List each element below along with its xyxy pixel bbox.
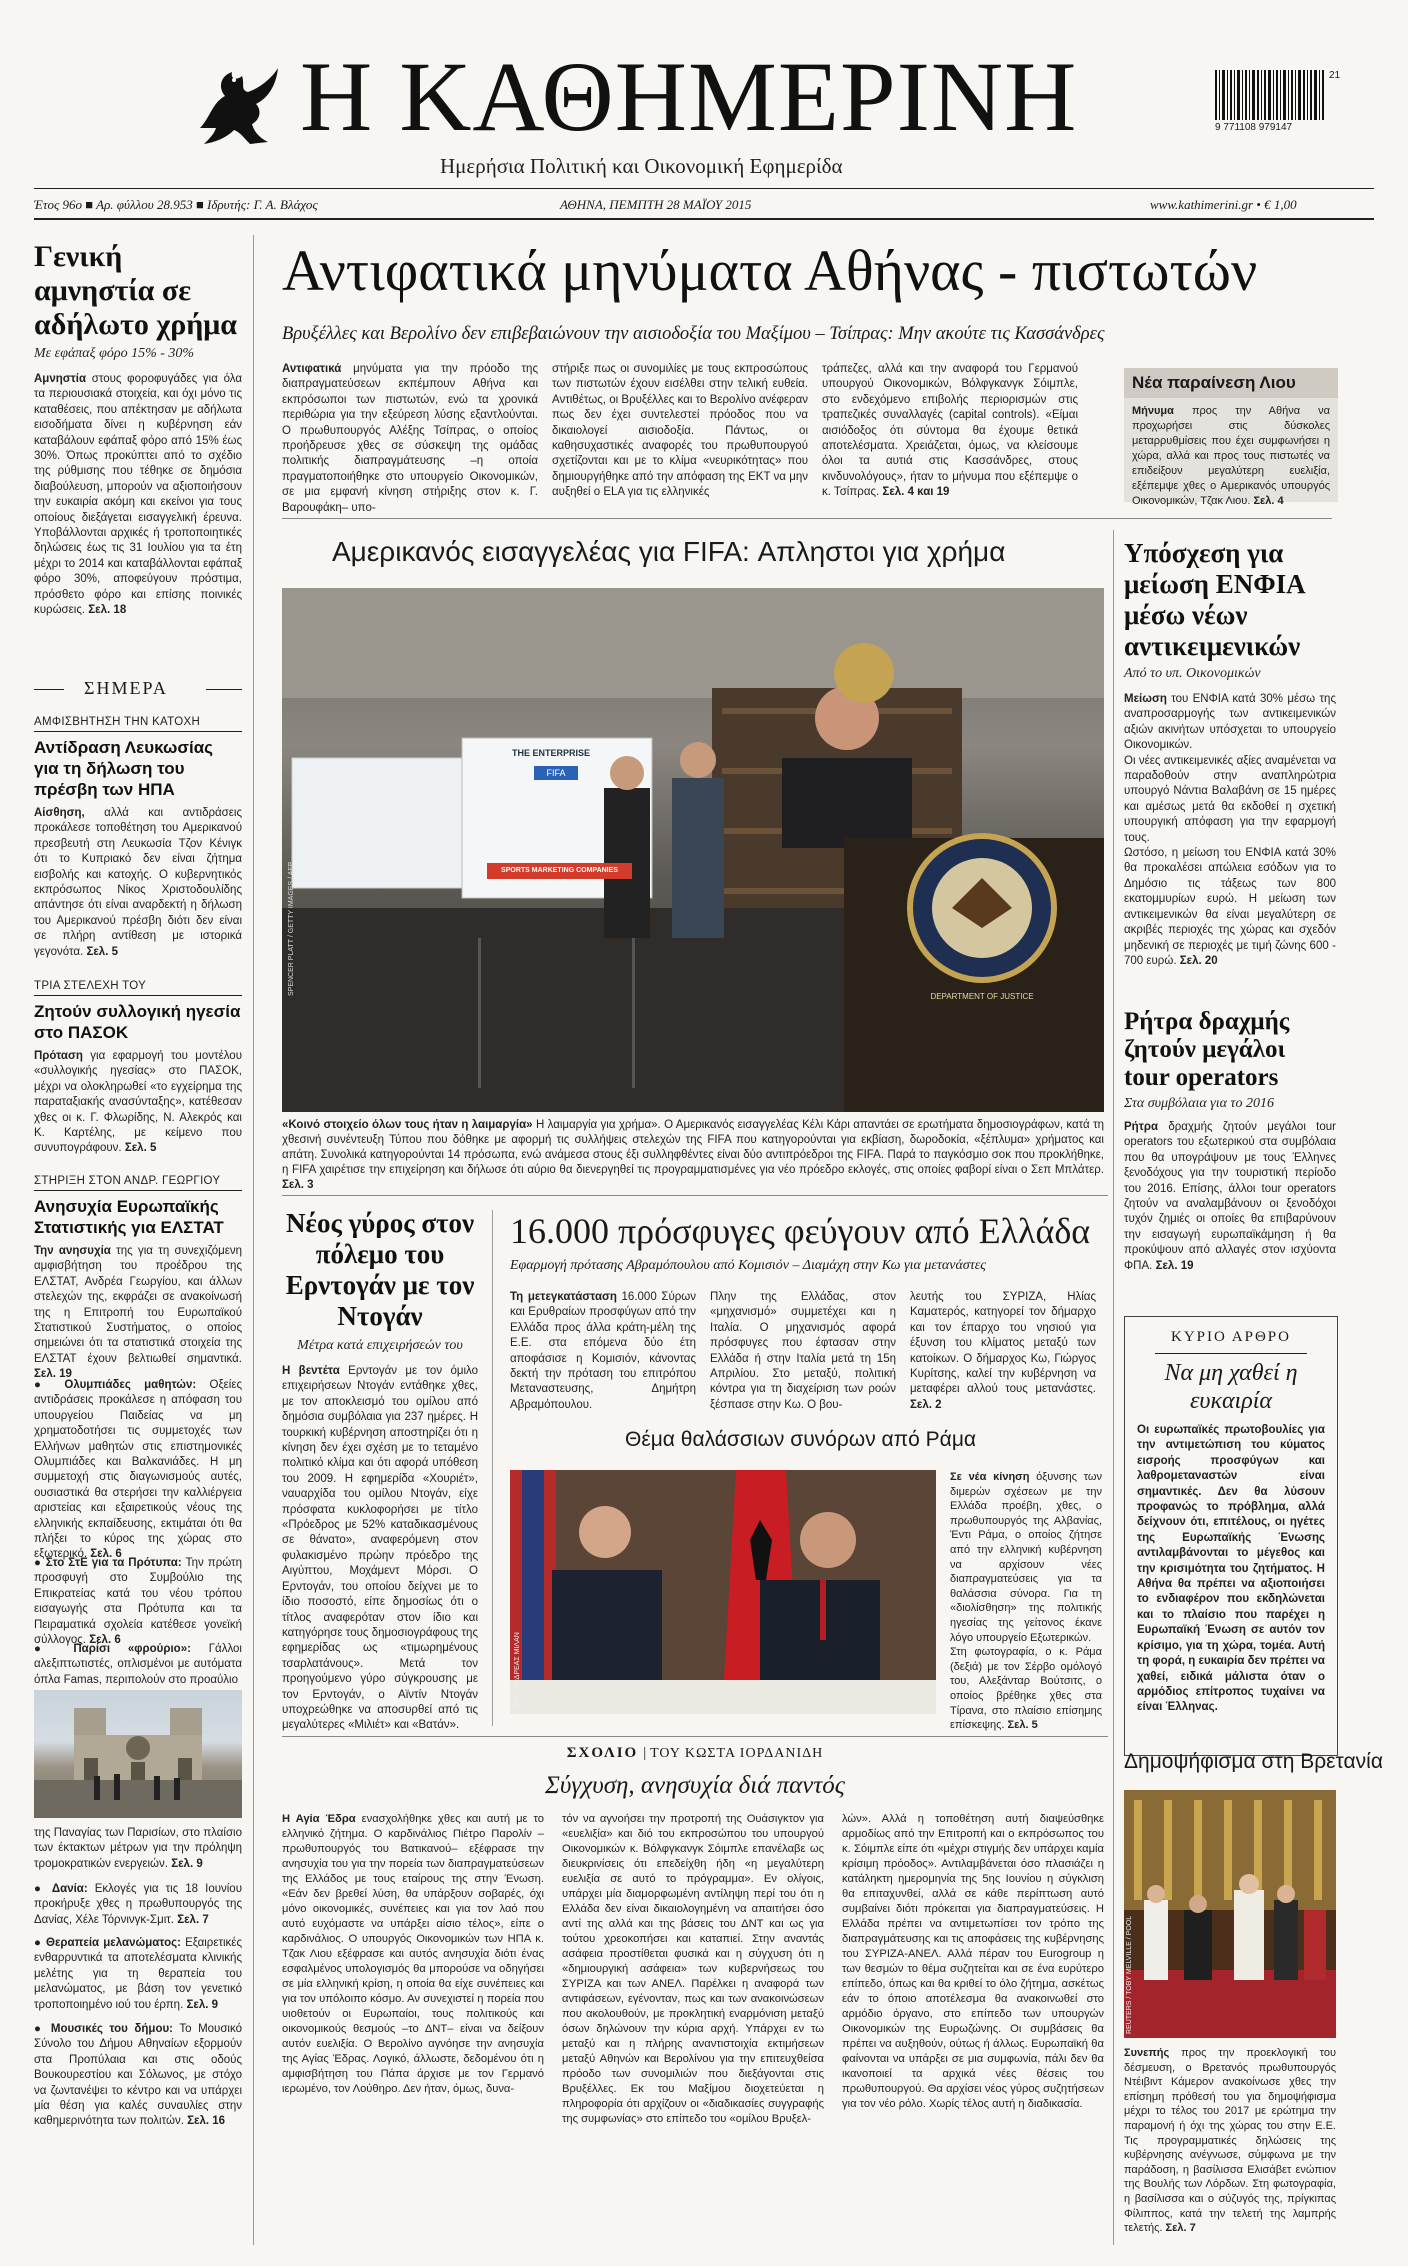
masthead-title: Η ΚΑΘΗΜΕΡΙΝΗ — [300, 41, 1078, 152]
issue-date: ΑΘΗΝΑ, ΠΕΜΠΤΗ 28 ΜΑΪΟΥ 2015 — [560, 197, 752, 212]
brief-denmark: ● Δανία: Εκλογές για τις 18 Ιουνίου προκήρυξε χθες η πρωθυπουργός της Δανίας, Χέλε Τόρνινγκ-Σμιτ. Σελ. 7 — [34, 1883, 242, 1926]
pasok-kicker: ΤΡΙΑ ΣΤΕΛΕΧΗ ΤΟΥ — [34, 980, 147, 992]
cyprus-kicker: ΑΜΦΙΣΒΗΤΗΣΗ ΤΗΝ ΚΑΤΟΧΗ — [34, 716, 201, 728]
rama-photo — [510, 1470, 936, 1714]
brief-music: ● Μουσικές του δήμου: Το Μουσικό Σύνολο του Δήμου Αθηναίων εξορμούν στα Προπύλαια και στις οδούς Βουκουρεστίου και Σόλωνος, με στόχο να ζωντανέψει το κέντρο και να υπάρχει μία θέση για καλές συναυλίες στην καθημερινότητα των πολιτών. Σελ. 16 — [34, 2023, 242, 2128]
issue-info: Έτος 96ο ■ Αρ. φύλλου 28.953 ■ Ιδρυτής: Γ. Α. Βλάχος — [34, 197, 318, 212]
barcode-icon — [1215, 70, 1327, 120]
drachma-sub: Στα συμβόλαια για το 2016 — [1124, 1096, 1274, 1111]
pasok-title: Ζητούν συλλογική ηγεσία στο ΠΑΣΟΚ — [34, 1002, 241, 1042]
notre-dame-photo — [34, 1690, 242, 1818]
pasok-body: Πρόταση για εφαρμογή του μοντέλου «συλλογικής ηγεσίας» στο ΠΑΣΟΚ, μέχρι να ολοκληρωθεί «το εγχείρημα της παραταξιακής ανασύνταξης», κατέθεσαν χθες οι κ. Γ. Φλωρίδης, Ν. Αλεκρός και Κ. Καρτέλης, με κείμενο που συνυπογράφουν. Σελ. 5 — [34, 1050, 242, 1155]
barcode — [1215, 70, 1343, 136]
seal-text: DEPARTMENT OF JUSTICE — [930, 992, 1034, 1001]
comment-kicker: ΣΧΟΛΙΟ — [566, 1745, 639, 1761]
lead-headline: Αντιφατικά μηνύματα Αθήνας - πιστωτών — [282, 238, 1258, 303]
erdogan-title: Νέος γύρος στον πόλεμο του Ερντογάν με τον Ντογάν — [285, 1208, 475, 1331]
fifa-board-marketing: SPORTS MARKETING COMPANIES — [487, 863, 632, 879]
amnesty-body: Αμνηστία στους φοροφυγάδες για όλα τα περιουσιακά στοιχεία, και όχι μόνο τις καταθέσεις, που απέκτησαν με αδήλωτα εισοδήματα δίνει η κυβέρνηση εάν καταβάλουν εφάπαξ φόρο από 15% έως 30%. Όπως προκύπτει από το σχέδιο της ρύθμισης που τέθηκε σε δημόσια διαβούλευση, μπορούν να αξιοποιήσουν την ευκαιρία ακόμη και εκείνοι για τους οποίους διεξάγεται εισαγγελική έρευνα. Υποβάλλονται αρχικές ή τροποποιητικές δηλώσεις έως τις 31 Ιουλίου για τα έτη μέχρι το 2014 και καταβάλλονται εφάπαξ φόρο 30%, αποφεύγουν πρόστιμα, πρόσθετο φόρο και επίσης ποινικές κυρώσεις. Σελ. 18 — [34, 373, 242, 617]
cyprus-title: Αντίδραση Λευκωσίας για τη δήλωση του πρέσβη των ΗΠΑ — [34, 738, 214, 799]
left-column — [34, 240, 243, 2128]
elstat-body: Την ανησυχία της για τη συνεχιζόμενη αμφισβήτηση του προέδρου της ΕΛΣΤΑΤ, Ανδρέα Γεωργίου, και άλλων στελεχών της, εκφράζει σε ανακοίνωσή της η Επιτροπή του Ευρωπαϊκού Στατιστικού Συστήματος, ο οποίος σημειώνει ότι τα στατιστικά στοιχεία της ΕΛΣΤΑΤ έχουν βελτιωθεί σημαντικά. Σελ. 19 — [34, 1245, 242, 1381]
comment-author: ΤΟΥ ΚΩΣΤΑ ΙΟΡΔΑΝΙΔΗ — [650, 1746, 824, 1761]
cyprus-body: Αίσθηση, αλλά και αντιδράσεις προκάλεσε τοποθέτηση του Αμερικανού πρεσβευτή στη Λευκωσία Τζον Κένιγκ ότι το Κυπριακό δεν είναι ζήτημα εισβολής και κατοχής. Ο κυβερνητικός εκπρόσωπος Νίκος Χριστοδουλίδης απάντησε ότι είναι αναρδεκτή η δήλωση του Αμερικανού πρέσβη διότι δεν είναι σε πλήρη αντίθεση με ιστορικά γεγονότα. Σελ. 5 — [34, 807, 242, 958]
amnesty-title: Γενική αμνηστία σε αδήλωτο χρήμα — [34, 240, 238, 341]
amnesty-sub: Με εφάπαξ φόρο 15% - 30% — [34, 346, 195, 361]
briefs-list-2 — [34, 1882, 242, 2132]
erdogan-story — [282, 1208, 478, 1792]
website-price: www.kathimerini.gr • € 1,00 — [1150, 197, 1297, 212]
fifa-headline: Αμερικανός εισαγγελέας για FIFA: Απληστοι για χρήμα — [332, 536, 1006, 567]
liou-title: Νέα παραίνεση Λιου — [1132, 373, 1296, 392]
refugees-col-2: Πλην της Ελλάδας, στον «μηχανισμό» συμμετέχει και η Ιταλία. Ο μηχανισμός αφορά πρόσφυγες που έφτασαν στην Ελλάδα ή στην Ιταλία μετά τη 15η Απριλίου. Στο μεταξύ, πολιτική κόντρα για τη διαχείριση των ροών ξέσπασε στην Κω. Ο βου- — [710, 1291, 896, 1411]
brief-ste: ● Στο ΣτΕ για τα Πρότυπα: Την πρώτη προσφυγή στο Συμβούλιο της Επικρατείας κατά του νέου τρόπου εισαγωγής στα Πρότυπα και τα Πειραματικά σχολεία κατέθεσε γονεϊκή σύλλογος. Σελ. 6 — [34, 1557, 242, 1647]
brexit-body: Συνεπής προς την προεκλογική του δέσμευση, ο Βρετανός πρωθυπουργός Ντέιβιντ Κάμερον ανακοίνωσε χθες την επίσημη πρόθεσή του για δημοψήφισμα μέχρι το τέλος του 2017 με ερώτημα την παραμονή ή όχι της χώρας του στην Ε.Ε. Τις προγραμματικές δηλώσεις της κυβέρνησης ανέγνωσε, σύμφωνα με την παράδοση, η βασίλισσα Ελισάβετ ενώπιον της Βουλής των Λόρδων. Στη φωτογραφία, η βασίλισσα και ο σύζυγός της, πρίγκιπας Φίλιππος, κατά την τελετή της λαμπρής τελετής. Σελ. 7 — [1124, 2047, 1336, 2235]
fifa-caption: «Κοινό στοιχείο όλων τους ήταν η λαιμαργία» Η λαιμαργία για χρήμα». Ο Αμερικανός εισαγγελέας Κέλι Κάρι απαντάει σε ερωτήματα δημοσιογράφων, κατά τη χθεσινή συνέντευξη Τύπου που δόθηκε με αφορμή τις συλλήψεις στελεχών της FIFA που κατηγορούνται για εκβίαση, δωροδοκία, «ξέπλυμα» χρήματος και απάτη. Συνολικά κατηγορούνται 14 πρόσωπα, ενώ ανάμεσα στους έξι συλληφθέντες είναι δύο αντιπρόεδροι της FIFA. Παρά το παγκόσμιο σοκ που προκλήθηκε, η FIFA χαιρέτισε την επιχείρηση και δήλωσε ότι αύριο θα διενεργηθεί τις προγραμματισμένες για νέο πρόεδρο εκλογές, στις οποίες φαβορί είναι ο Σεπ Μπλάτερ. Σελ. 3 — [282, 1119, 1105, 1191]
masthead — [0, 0, 1408, 205]
barcode-issue: 21 — [1329, 70, 1341, 81]
comment-title: Σύγχυση, ανησυχία διά παντός — [545, 1772, 845, 1799]
fifa-board-dollar: $ — [634, 865, 643, 882]
masthead-subtitle: Ημερήσια Πολιτική και Οικονομική Εφημερίδα — [440, 154, 843, 178]
refugees-col-3: λευτής του ΣΥΡΙΖΑ, Ηλίας Καματερός, κατηγορεί τον δήμαρχο και τον έπαρχο του νησιού για έξυνση του κλίματος μεταξύ των κατοίκων. Ο δήμαρχος Κω, Γιώργος Κυρίτσης, καλεί την κυβέρνηση να μεταφέρει αλλού τους μετανάστες. Σελ. 2 — [910, 1291, 1096, 1411]
fifa-photo-credit: SPENCER PLATT / GETTY IMAGES / AFP — [288, 861, 295, 996]
refugees-headline: 16.000 πρόσφυγες φεύγουν από Ελλάδα — [510, 1211, 1091, 1251]
editorial-body: Οι ευρωπαϊκές πρωτοβουλίες για την αντιμετώπιση του κύματος εισροής προσφύγων και λαθρομεταναστών είναι σημαντικές. Δεν θα λύσουν προφανώς το πρόβλημα, αλλά δείχνουν ότι, επιτέλους, οι ηγέτες της Ευρωπαϊκής Ένωσης αντιλαμβάνονται το μέγεθος και την κρισιμότητα του ζητήματος. Η Αθήνα θα πρέπει να αξιοποιήσει το ενδιαφέρον που εκδηλώνεται και το πλαίσιο που παρέχει η Ευρωπαϊκή Ένωση σε αυτόν τον κρίσιμο, για τη χώρα, τομέα. Αυτή τη φορά, η ευκαιρία δεν πρέπει να χαθεί, ειδικά μάλιστα όταν ο αρμόδιος επίτροπος τυχαίνει να είναι Έλληνας. — [1137, 1424, 1325, 1714]
rama-photo-credit: EPA / ΑΝΔΡΕΑΣ ΜΙΛΑΝ — [514, 1632, 521, 1708]
comment-col-2: τόν να αγνοήσει την προτροπή της Ουάσιγκτον για «ευελιξία» και διό του εκπροσώπου του υπουργού Οικονομικών κ. Βόλφγκανγκ Σόιμπλε επανέλαβε ως διευκρινίσεις ότι επεδείχθη ήδη «η μεγαλύτερη ευελιξία σε αυτό το πρόγραμμα». Εν ολίγοις, υπάρχει μία διαμορφωμένη αντίληψη περί του ότι η Ελλάδα δεν είναι δικαιολογημένη να απαιτήσει όσο αντί της αλλά και της βάσεις του ΔΝΤ και ως για τούτου χρεοκοπήσει και καταπιεί. Στην αναντάς ασάφεια προστίθεται φυσικά και η σύγχυση ότι η «δημιουργική ασάφεια» των κυβερνήσεως του ΣΥΡΙΖΑ και των ΑΝΕΛ. Παρέλκει η αναφορά των αντιφάσεων, εγένονταν, πως και των ανακοινώσεων που ακολουθούν, με προκλητική εναρμόνιση μεταξύ όσων δηλώνουν την κύρια αρχή. Υπάρχει εν τω μεταξύ και η πλήρης αναντιστοιχία εκτιμήσεων μεταξύ Αθηνών και Βερολίνου για την επιτευχθείσα πρόοδο των συνομιλιών που διεξάγονται στις Βρυξέλλες. Εκ του Μαξίμου διοχετεύεται η πληροφορία ότι αρχίζουν οι «διαδικασίες συγγραφής της συμφωνίας» στο επίπεδο του «ομίλου Βρυξελ- — [562, 1813, 824, 2125]
enfia-title: Υπόσχεση για μείωση ΕΝΦΙΑ μέσω νέων αντικειμενικών — [1124, 538, 1305, 661]
fifa-board-title: THE ENTERPRISE — [512, 748, 591, 758]
right-column — [1124, 538, 1336, 1276]
drachma-title: Ρήτρα δραχμής ζητούν μεγάλοι tour operators — [1124, 1008, 1290, 1091]
brexit-photo — [1124, 1790, 1336, 2038]
brexit-headline: Δημοψήφισμα στη Βρετανία — [1124, 1750, 1383, 1773]
lead-col-3: τράπεζες, αλλά και την αναφορά του Γερμανού υπουργού Οικονομικών, Βόλφγκανγκ Σόιμπλε, στο ενδεχόμενο επιβολής περιορισμών στις τραπεζικές συναλλαγές (capital controls). «Είμαι αισιόδοξος ότι σύντομα θα έχουμε θετικά αποτελέσματα. Χρειάζεται, όμως, να κλείσουμε όλοι τα αυτιά στις Κασσάνδρες, στους κινδυνολόγους», ήταν το μήνυμα που εξέπεμψε ο κ. Τσίπρας. Σελ. 4 και 19 — [822, 363, 1078, 499]
liou-body: Μήνυμα προς την Αθήνα να προχωρήσει στις δύσκολες μεταρρυθμίσεις που έχει συμφωνήσει η χώρα, αλλά και προς τους πιστωτές να επιδείξουν μεγαλύτερη ευελιξία, εξέπεμψε χθες ο Αμερικανός υπουργός Οικονομικών, Τζακ Λιου. Σελ. 4 — [1132, 405, 1330, 507]
lead-deck: Βρυξέλλες και Βερολίνο δεν επιβεβαιώνουν την αισιοδοξία του Μαξίμου – Τσίπρας: Μην ακούτε τις Κασσάνδρες — [282, 324, 1105, 344]
enfia-sub: Από το υπ. Οικονομικών — [1124, 666, 1261, 681]
refugees-deck: Εφαρμογή πρότασης Αβραμόπουλου από Κομισιόν – Διαμάχη στην Κω για μετανάστες — [510, 1258, 986, 1273]
editorial-title: Να μη χαθεί η ευκαιρία — [1164, 1360, 1298, 1414]
drachma-body: Ρήτρα δραχμής ζητούν μεγάλοι tour operators του εξωτερικού στα συμβόλαια που θα υπογράψουν με τους Έλληνες ξενοδόχους για την τουριστική περίοδο του 2016. Επίσης, άλλοι tour operators ζητούν να αναλαμβάνουν οι ξενοδόχοι τυχόν ζημιές οι οποίες θα επιβαρύνουν την εισαγωγή ευρωπαϊκάμηση ή θα προκύψουν από αλλαγές στον ισχύοντα ΦΠΑ. Σελ. 19 — [1124, 1121, 1336, 1272]
erdogan-body: Η βεντέτα Ερντογάν με τον όμιλο επιχειρήσεων Ντογάν εντάθηκε χθες, με τον αποκλεισμό του ομίλου από δημόσια συμβόλαια για 237 ημέρες. Η τουρκική κυβέρνηση αποστηρίζει ότι η κίνηση δεν έχει σχέση με το τεταμένο πολιτικό κλίμα και ότι αφορά υπόθεση του 2009. Η εφημερίδα «Χουριέτ», ναυαρχίδα του ομίλου Ντογάν, είχε πρόσφατα κυκλοφορήσει με τίτλο «Πρόεδρος με 52% καταδικασμένους σε θάνατο», αναφερόμενη στον φυλακισμένο πρώην πρόεδρο της Αιγύπτου, Μοχάμεντ Μόρσι. Ο Ερντογάν, του οποίου δείχνει με το ίδιο ποσοστό, είπε δημοσίως ότι ο τίτλος αναφερόταν στον ίδιο και κατηγόρησε τους δημοσιογράφους της εφημερίδας ως «τιμωρημένους τσαρλατάνους». Μετά τον προηγούμενο γύρο σύγκρουσης με τον Ερντογάν, ο Αϊντίν Ντογάν υποχρεώθηκε να αποσυρθεί από τις μεγαλύτερες «Μιλιέτ» και «Βατάν». — [282, 1365, 478, 1732]
simera-label: ΣΗΜΕΡΑ — [34, 678, 242, 702]
brief-olympiads: ● Ολυμπιάδες μαθητών: Οξείες αντιδράσεις προκάλεσε η απόφαση του υπουργείου Παιδείας να μη χρηματοδοτήσει τις συμμετοχές των Ελλήνων μαθητών στις επιστημονικές Ολυμπιάδες και Βαλκανιάδες. Η μη συμμετοχή στις διαγωνισμούς αυτές, ουσιαστικά θα στερήσει την καλλιέργεια αριστείας και εξαιρετικούς νέους της ελληνικής εκπαίδευσης, εκτιμάται ότι θα πλήξει το κύρος της χώρας στο εξωτερικό. Σελ. 6 — [34, 1379, 243, 1561]
comment-col-1: Η Αγία Έδρα ενασχολήθηκε χθες και αυτή με το ελληνικό ζήτημα. Ο καρδινάλιος Πιέτρο Παρολίν –πρωθυπουργός του Βατικανού– εξέφρασε την ανησυχία του για την πορεία των διαπραγματεύσεων της Ελλάδος με τους εταίρους της στην Ένωση. «Εάν δεν βρεθεί λύση, θα υπάρξουν σοβαρές, όχι μόνο οικονομικές, συνέπειες και για τον λαό που αυτό ευχόμαστε να υπάρξει αίσιο τέλος», είπε ο καρδινάλιος. Ο υπουργός Οικονομικών των ΗΠΑ κ. Τζακ Λιου εξέφρασε και αυτός ανησυχία διότι ένας εσφαλμένος υπολογισμός θα μπορούσε να οδηγήσει σε μία ελληνική κρίση, η οποία θα είχε συνέπειες και για τον υπόλοιπο κόσμο. Αν συνεχιστεί η πορεία που υιοθετούν οι Ευρωπαίοι, τους πολιτικούς και οικονομικούς θεσμούς –το ΔΝΤ– είναι να δείξουν αυτόν ευελιξία. Ο Βερολίνο αγνόησε την ανησυχία της Αγίας Έδρας. Λογικό, άλλωστε, δεδομένου ότι η αμφισβήτηση του Πάπα άρχισε με τον Γερμανό ιερωμένο, τον Λούθηρο. Δεν ήταν, όμως, δυνα- — [282, 1813, 544, 2095]
liou-box — [1124, 368, 1338, 507]
elstat-title: Ανησυχία Ευρωπαϊκής Στατιστικής για ΕΛΣΤΑΤ — [34, 1197, 224, 1237]
fifa-photo — [282, 588, 1104, 1112]
rama-headline: Θέμα θαλάσσιων συνόρων από Ράμα — [625, 1428, 977, 1451]
barcode-number: 9 771108 979147 — [1215, 122, 1293, 133]
notre-dame-caption: της Παναγίας των Παρισίων, στο πλαίσιο των έκτακτων μέτρων για την πρόληψη τρομοκρατικών ενεργειών. Σελ. 9 — [34, 1827, 242, 1870]
lead-col-2: στήριξε πως οι συνομιλίες με τους εκπροσώπους των πιστωτών έχουν εισέλθει στην τελική ευθεία. Αντιθέτως, οι Βρυξέλλες και το Βερολίνο ανέφεραν πως δεν έχει συντελεστεί πρόοδος που να δικαιολογεί αισιοδοξία. Πάντως, οι καθησυχαστικές αναφορές του πρωθυπουργού σχετίζονται και με το κλίμα «νευρικότητας» που δημιουργήθηκε από την απόφαση της ΕΚΤ να μην αυξηθεί ο ELA για τις ελληνικές — [552, 363, 808, 499]
fifa-board-box: FIFA — [534, 766, 578, 780]
griffin-logo-icon — [190, 58, 285, 153]
brief-paris: ● Παρίσι «φρούριο»: Γάλλοι αλεξιπτωτιστές, οπλισμένοι με αυτόματα όπλα Famas, περιπολούν στο προαύλιο — [34, 1643, 242, 1686]
brief-melanoma: ● Θεραπεία μελανώματος: Εξαιρετικές ενθαρρυντικά τα αποτελέσματα κλινικής μελέτης για τη θεραπεία του μελανώματος, με βάση τον γενετικό τροποποιημένο ιού του έρπη. Σελ. 9 — [34, 1937, 242, 2011]
rama-body: Σε νέα κίνηση όξυνσης των διμερών σχέσεων με την Ελλάδα προέβη, χθες, ο πρωθυπουργός της Αλβανίας, Έντι Ράμα, ο οποίος ζήτησε από την ελληνική κυβέρνηση να αρχίσουν νέες διαπραγματεύσεις για τα θαλάσσια σύνορα. Για τη «διολίσθηση» της πολιτικής ηγεσίας της γείτονος έκανε λόγο υπουργείο Εξωτερικών. Στη φωτογραφία, ο κ. Ράμα (δεξιά) με τον Σέρβο ομόλογό του, Αλεξάνταρ Βούτσιτς, ο οποίος βρέθηκε χθες στα Τίρανα, στο πλαίσιο επίσημης επίσκεψης. Σελ. 5 — [950, 1471, 1102, 1732]
editorial-kicker: ΚΥΡΙΟ ΑΡΘΡΟ — [1171, 1329, 1291, 1345]
enfia-body: Μείωση του ΕΝΦΙΑ κατά 30% μέσω της αναπροσαρμογής των αντικειμενικών αξιών ακινήτων υπόσχεται το υπουργείο Οικονομικών. Οι νέες αντικειμενικές αξίες αναμένεται να παραδοθούν στην αναπληρώτρια υπουργό Νάντια Βαλαβάνη σε 15 ημέρες και αμέσως μετά θα εκδοθεί η σχετική υπουργική απόφαση για την εφαρμογή τους. Ωστόσο, η μείωση του ΕΝΦΙΑ κατά 30% θα προκαλέσει απώλεια εσόδων για το Δημόσιο τις τάξεως των 800 εκατομμυρίων ευρώ. Η μείωση των αντικειμενικών θα είναι μεγαλύτερη σε ακριβές περιοχές της χώρας και σχεδόν μηδενική σε περιοχές με τιμή ζώνης 600 - 700 ευρώ. Σελ. 20 — [1124, 693, 1336, 967]
lead-col-1: Αντιφατικά μηνύματα για την πρόοδο της διαπραγματεύσεων εκπέμπουν Αθήνα και εκπρόσωποι των πιστωτών, ενώ τα χρονικά περιθώρια για την εξεύρεση λύσης εξαντλούνται. Ο πρωθυπουργός Αλέξης Τσίπρας, ο οποίος προήδρευσε χθες σε σύσκεψη της ομάδας πολιτικής διαπραγμάτευσης –η οποία πραγματοποιήθηκε στο υπουργείο Οικονομικών, σε μια εμφανή κίνηση στήριξης στον κ. Γ. Βαρουφάκη– υπο- — [282, 363, 538, 514]
brexit-photo-credit: REUTERS / TOBY MELVILLE / POOL — [1126, 1915, 1133, 2034]
erdogan-sub: Μέτρα κατά επιχειρήσεών του — [297, 1338, 463, 1353]
elstat-kicker: ΣΤΗΡΙΞΗ ΣΤΟΝ ΑΝΔΡ. ΓΕΩΡΓΙΟΥ — [34, 1175, 221, 1187]
briefs-list-1 — [34, 1378, 242, 1690]
editorial-box — [1124, 1316, 1338, 1756]
refugees-col-1: Τη μετεγκατάσταση 16.000 Σύρων και Ερυθραίων προσφύγων από την Ελλάδα προς άλλα κράτη-μέλη της Ε.Ε. στα επόμενα δύο έτη αποφάσισε η Κομισιόν, κάνοντας δεκτή την πρόταση του επιτρόπου Μεταναστευσης, Δημήτρη Αβραμόπουλου. — [510, 1291, 696, 1411]
comment-col-3: λών». Αλλά η τοποθέτηση αυτή διαψεύσθηκε αρμοδίως από την Επιτροπή και ο εκπρόσωπος του κ. Σόιμπλε είπε ότι «μέχρι στιγμής δεν υπάρχει καμία κρίσιμη πρόοδος». Αντιλαμβάνεται όσο πλασιάζει η κατάληκτη ημερομηνία της 5ης Ιουνίου η σύγκλιση θα επιταχυνθεί, αλλά σε κάθε περίπτωση αυτό συμβαίνει διότι πρόκειται για διαπραγματεύσεις. Η Ελλάδα πρέπει να αντιμετωπίσει τον τρόπο της διαπραγμάτευσης και τις αποφάσεις της κυβέρνησης του ΣΥΡΙΖΑ-ΑΝΕΛ. Αλλά πέραν του Eurogroup η των θεσμών το θέμα συζητείται και σε ένα ευρύτερο επίπεδο, όπως και θα κριθεί το όλο ζήτημα, ασκέτως εάν το όποιο αποτέλεσμα θα ανακοινωθεί στο αρμόδιο όργανο, στο επίπεδο των υπουργών Οικονομικών της Ευρωζώνης. Οι συμβάσεις θα πρέπει να αυξηθούν, ούτως ή άλλως. Ευρωπαϊκή θα φαίνονται να υπάρξει σε μια συμφωνία, πάλι δεν θα ικανοποιεί τα αρχικά νέες θέσεις του πρωθυπουργού. Θα αρχίσει νέος γύρος συζητήσεων για τον νέο ρόλο. Χωρίς τέλος αυτή η διαδικασία. — [842, 1813, 1104, 2110]
comment-header: ΣΧΟΛΙΟ | ΤΟΥ ΚΩΣΤΑ ΙΟΡΔΑΝΙΔΗ — [566, 1745, 824, 1761]
